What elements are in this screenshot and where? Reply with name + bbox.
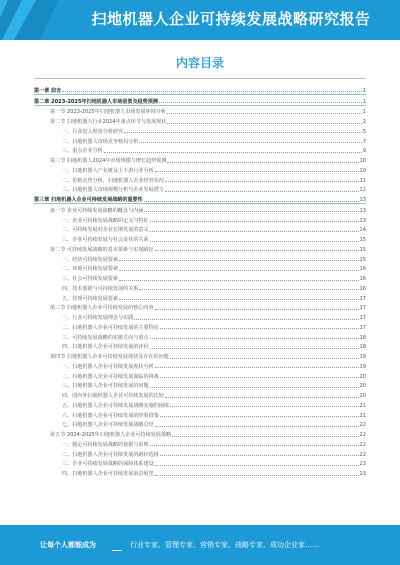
toc-entry-label: 一、行业可持续发展理念与实践	[62, 315, 134, 321]
toc-leader-dots	[167, 162, 358, 163]
toc-entry-label: 二、环境可持续发展要素	[62, 266, 119, 273]
toc-entry-label: 七、扫地机器人企业可持续发展战略总结	[62, 422, 154, 429]
toc-entry[interactable]	[34, 253, 366, 263]
toc-leader-dots	[139, 289, 358, 290]
toc-entry-label: 第四节 扫地机器人企业可持续发展现状及存在的问题	[50, 354, 169, 360]
toc-entry-page: 20	[359, 383, 366, 390]
toc-entry-page: 21	[359, 402, 366, 409]
toc-entry[interactable]	[34, 292, 366, 302]
footer-divider	[112, 550, 122, 551]
toc-entry-page: 16	[359, 276, 366, 282]
toc-entry[interactable]	[34, 467, 366, 477]
toc-entry-label: 二、价格走势分析，扫地机器人企业经营状况	[62, 177, 164, 184]
toc-entry-label: 一、企业可持续发展战略的定义与特征	[62, 217, 149, 224]
toc-entry-label: 一、行业进入壁垒分析研究	[62, 128, 124, 135]
toc-leader-dots	[155, 475, 359, 476]
toc-entry[interactable]	[34, 154, 366, 164]
toc-entry[interactable]	[34, 458, 366, 468]
toc-leader-dots	[104, 152, 362, 153]
toc-entry-label: 一、经济可持续发展要素	[62, 256, 119, 263]
toc-entry-page: 1	[362, 87, 366, 94]
toc-entry[interactable]	[34, 448, 366, 458]
toc-entry[interactable]	[34, 164, 366, 174]
toc-entry-label: 第二节 扫地机器人行业2024年重点环节与发展现状	[50, 119, 167, 125]
toc-entry-label: 第三节 扫地机器人2024年市场规模与增长趋势预测	[50, 158, 167, 164]
toc-entry-page: 23	[359, 461, 366, 468]
toc-entry-label: 二、扫地机器人企业可持续发展的路径选择	[62, 451, 159, 458]
toc-leader-dots	[160, 377, 359, 378]
toc-entry[interactable]	[34, 350, 366, 360]
toc-divider	[34, 78, 366, 79]
header-logo-graphic	[0, 0, 70, 40]
toc-leader-dots	[119, 280, 358, 281]
toc-entry[interactable]	[34, 419, 366, 429]
toc-entry-label: 四、技术创新与可持续发展的关系	[62, 285, 139, 292]
toc-leader-dots	[119, 270, 358, 271]
toc-entry-label: 第二章 2023-2025年扫地机器人市场前景及趋势预测	[34, 98, 158, 105]
toc-leader-dots	[155, 465, 359, 466]
toc-leader-dots	[160, 328, 359, 329]
toc-entry-page: 15	[359, 256, 366, 263]
toc-entry-page: 22	[359, 422, 366, 429]
toc-entry[interactable]	[34, 135, 366, 145]
toc-leader-dots	[144, 211, 358, 212]
toc-leader-dots	[150, 348, 359, 349]
toc-entry-page: 16	[359, 285, 366, 292]
toc-entry[interactable]	[34, 360, 366, 370]
toc-leader-dots	[160, 416, 359, 417]
toc-leader-dots	[155, 171, 359, 172]
toc-entry[interactable]	[34, 224, 366, 234]
toc-entry[interactable]	[34, 174, 366, 184]
toc-leader-dots	[150, 231, 359, 232]
header-bar	[0, 0, 400, 40]
toc-entry[interactable]	[34, 370, 366, 380]
toc-entry-label: 四、国内外扫地机器人企业可持续发展的比较	[62, 393, 164, 399]
toc-leader-dots	[150, 241, 359, 242]
toc-leader-dots	[62, 91, 362, 92]
toc-leader-dots	[134, 319, 358, 320]
toc-entry-page: 17	[359, 315, 366, 321]
toc-leader-dots	[155, 426, 359, 427]
toc-title: 内容目录	[175, 56, 224, 70]
toc-entry-page: 10	[359, 167, 366, 174]
toc-entry-label: 三、社会可持续发展要素	[62, 276, 119, 282]
toc-entry-page: 16	[359, 266, 366, 273]
toc-entry-label: 四、扫地机器人企业可持续发展前景展望	[62, 471, 154, 477]
toc-entry[interactable]	[34, 321, 366, 331]
toc-leader-dots	[165, 397, 359, 398]
toc-entry-page: 18	[359, 344, 366, 351]
toc-entry[interactable]	[34, 399, 366, 409]
toc-entry[interactable]	[34, 311, 366, 321]
toc-entry-label: 六、扫地机器人企业可持续发展的经验借鉴	[62, 412, 159, 419]
toc-entry[interactable]	[34, 204, 366, 214]
toc-leader-dots	[167, 123, 361, 124]
toc-entry-label: 一、扫地机器人产业链及上下游行业分析	[62, 167, 154, 174]
toc-entry-label: 二、扫地机器人企业可持续发展面临的挑战	[62, 373, 159, 380]
toc-entry-label: 四、扫地机器人企业可持续发展的评价	[62, 344, 149, 351]
toc-entry[interactable]	[34, 95, 366, 106]
table-of-contents	[34, 84, 366, 477]
toc-entry-label: 第三章 扫地机器人企业可持续发展战略的重要性	[34, 197, 143, 203]
toc-entry-label: 第一节 2023-2025年扫地机器人市场发展环境分析	[50, 109, 166, 116]
toc-leader-dots	[167, 113, 362, 114]
toc-entry-page: 10	[359, 158, 366, 164]
toc-entry[interactable]	[34, 214, 366, 224]
toc-entry-page: 22	[359, 432, 366, 438]
toc-leader-dots	[150, 221, 359, 222]
toc-entry-page: 19	[359, 354, 366, 360]
toc-entry-page: 21	[359, 412, 366, 419]
report-title: 扫地机器人企业可持续发展战略研究报告	[91, 10, 371, 28]
toc-entry[interactable]	[34, 428, 366, 438]
toc-entry-page: 17	[359, 295, 366, 302]
toc-entry-page: 23	[359, 471, 366, 477]
toc-leader-dots	[119, 260, 358, 261]
toc-entry[interactable]	[34, 106, 366, 116]
toc-entry-page: 15	[359, 246, 366, 253]
toc-entry[interactable]	[34, 125, 366, 135]
toc-entry-label: 三、企业可持续发展战略的保障体系建设	[62, 461, 154, 468]
toc-leader-dots	[119, 299, 358, 300]
toc-entry-page: 1	[362, 109, 366, 116]
toc-entry[interactable]	[34, 243, 366, 253]
toc-entry[interactable]	[34, 233, 366, 243]
toc-entry-label: 第一章 前言	[34, 87, 62, 94]
toc-entry-label: 第三节 扫地机器人企业可持续发展的核心内容	[50, 305, 154, 312]
toc-entry-page: 17	[359, 305, 366, 312]
toc-entry[interactable]	[34, 302, 366, 312]
toc-entry-page: 5	[362, 128, 366, 135]
toc-entry-label: 第一节 企业可持续发展战略的概念与内涵	[50, 207, 144, 214]
toc-leader-dots	[159, 102, 362, 103]
toc-entry-label: 五、扫地机器人企业可持续发展战略实施的困境	[62, 402, 169, 409]
toc-entry-page: 20	[359, 393, 366, 399]
toc-entry-label: 三、扫地机器人市场规模分析与企业发展潜力	[62, 187, 164, 194]
toc-leader-dots	[155, 309, 359, 310]
toc-entry-label: 三、企业可持续发展与社会责任的关系	[62, 237, 149, 243]
toc-entry[interactable]	[34, 380, 366, 390]
toc-entry-page: 1	[362, 98, 366, 105]
toc-leader-dots	[144, 201, 359, 202]
toc-leader-dots	[150, 338, 359, 339]
toc-entry-page: 22	[359, 441, 366, 448]
toc-leader-dots	[170, 406, 359, 407]
toc-entry[interactable]	[34, 115, 366, 125]
toc-entry-page: 14	[359, 227, 366, 234]
toc-leader-dots	[155, 250, 359, 251]
footer-slogan: 让每个人都能成为	[40, 541, 96, 549]
toc-leader-dots	[150, 445, 359, 446]
toc-entry-page: 13	[359, 197, 366, 203]
toc-entry-page: 22	[359, 451, 366, 458]
toc-entry-page: 2	[362, 119, 366, 125]
toc-leader-dots	[165, 191, 359, 192]
toc-leader-dots	[172, 436, 358, 437]
toc-entry-page: 15	[359, 237, 366, 243]
footer-bar	[0, 525, 400, 565]
toc-entry[interactable]	[34, 272, 366, 282]
toc-leader-dots	[155, 367, 359, 368]
toc-entry-page: 7	[362, 138, 366, 145]
toc-entry-label: 二、扫地机器人企业可持续发展的主要特征	[62, 324, 159, 331]
toc-entry[interactable]	[34, 193, 366, 204]
toc-leader-dots	[160, 455, 359, 456]
toc-leader-dots	[170, 358, 359, 359]
toc-entry[interactable]	[34, 282, 366, 292]
toc-leader-dots	[139, 142, 361, 143]
toc-entry-label: 第二节 可持续发展战略的基本要素与实现路径	[50, 246, 154, 253]
toc-entry-label: 二、可持续发展对企业长期发展的意义	[62, 227, 149, 234]
toc-entry-page: 19	[359, 363, 366, 370]
toc-entry-label: 二、扫地机器人市场竞争格局分析	[62, 138, 139, 145]
toc-entry[interactable]	[34, 184, 366, 194]
toc-entry-label: 三、可持续发展战略的实施方向与重点	[62, 334, 149, 341]
toc-entry-page: 11	[359, 177, 366, 184]
toc-entry[interactable]	[34, 263, 366, 273]
footer-tagline: 行业专家、管理专家、营销专家、战略专家、成功企业家……	[130, 541, 319, 549]
toc-entry-page: 17	[359, 324, 366, 331]
toc-entry-page: 9	[362, 148, 366, 155]
toc-entry-page: 20	[359, 373, 366, 380]
toc-entry-page: 13	[359, 217, 366, 224]
toc-entry[interactable]	[34, 409, 366, 419]
toc-entry-label: 五、管理可持续发展要素	[62, 295, 119, 302]
toc-entry[interactable]	[34, 145, 366, 155]
toc-entry-page: 12	[359, 187, 366, 194]
toc-entry[interactable]	[34, 341, 366, 351]
toc-entry[interactable]	[34, 331, 366, 341]
toc-entry-label: 一、制定可持续发展战略的依据与原则	[62, 441, 149, 448]
toc-entry[interactable]	[34, 438, 366, 448]
toc-leader-dots	[124, 132, 362, 133]
toc-entry-label: 第五节 2024-2025年扫地机器人企业可持续发展战略	[50, 432, 172, 438]
toc-entry[interactable]	[34, 84, 366, 95]
toc-leader-dots	[165, 181, 359, 182]
toc-leader-dots	[150, 387, 359, 388]
toc-entry-page: 13	[359, 207, 366, 214]
toc-entry-label: 一、扫地机器人企业可持续发展现状分析	[62, 363, 154, 370]
toc-entry[interactable]	[34, 389, 366, 399]
toc-entry-label: 三、扫地机器人企业可持续发展的问题	[62, 383, 149, 390]
toc-entry-label: 三、重点企业分析	[62, 148, 103, 155]
toc-entry-page: 18	[359, 334, 366, 341]
